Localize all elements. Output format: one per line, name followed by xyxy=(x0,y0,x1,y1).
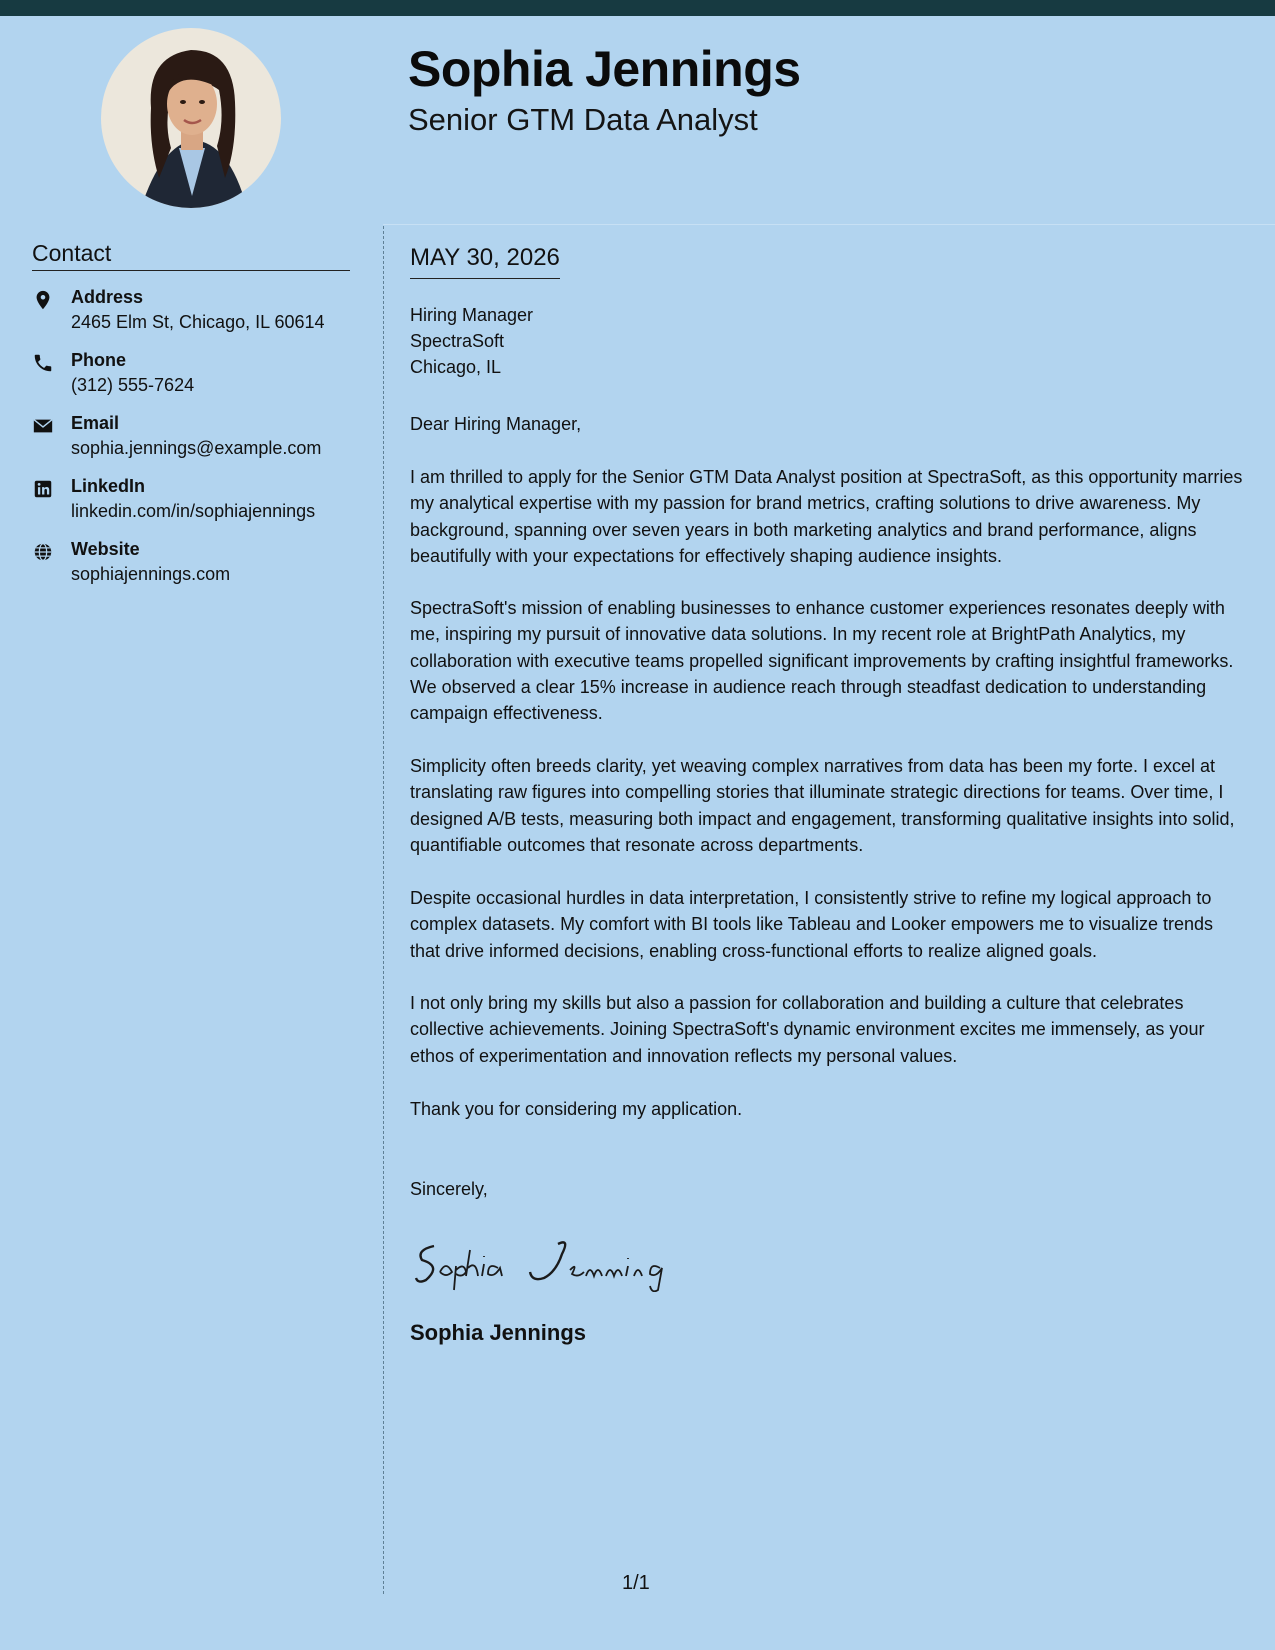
contact-label: Email xyxy=(71,413,120,433)
recipient-line: SpectraSoft xyxy=(410,331,505,351)
contact-value: linkedin.com/in/sophiajennings xyxy=(71,501,316,521)
contact-value: 2465 Elm St, Chicago, IL 60614 xyxy=(71,312,325,332)
profile-photo xyxy=(101,28,281,208)
contact-heading: Contact xyxy=(32,240,350,271)
contact-label: Address xyxy=(71,287,144,307)
contact-value: (312) 555-7624 xyxy=(71,375,195,395)
envelope-icon xyxy=(32,415,54,437)
applicant-name: Sophia Jennings xyxy=(408,41,801,97)
recipient-line: Hiring Manager xyxy=(410,305,534,325)
contact-label: LinkedIn xyxy=(71,476,146,496)
letter-paragraph: I not only bring my skills but also a passion for collaboration and building a culture that celebrates collective achievements. Joining SpectraSoft's dynamic environment excites me immensely, as your ethos of experimentation and innovation reflects my personal values. xyxy=(410,993,1205,1066)
location-pin-icon xyxy=(32,289,54,311)
letter-paragraph: Despite occasional hurdles in data interpretation, I consistently strive to refine my logical approach to complex datasets. My comfort with BI tools like Tableau and Looker empowers me to visualize trends that drive informed decisions, enabling cross-functional efforts to realize aligned goals. xyxy=(410,888,1214,961)
phone-icon xyxy=(32,352,54,374)
handwritten-signature xyxy=(412,1232,672,1297)
letter-paragraph: I am thrilled to apply for the Senior GTM Data Analyst position at SpectraSoft, as this opportunity marries my analytical expertise with my passion for brand metrics, crafting solutions to drive awareness. My background, spanning over seven years in both marketing analytics and brand performance, aligns beautifully with your expectations for effectively shaping audience insights. xyxy=(410,467,1243,566)
contact-label: Phone xyxy=(71,350,127,370)
page-number: 1/1 xyxy=(622,1572,650,1594)
contact-value: sophiajennings.com xyxy=(71,564,231,584)
contact-value: sophia.jennings@example.com xyxy=(71,438,322,458)
salutation: Dear Hiring Manager, xyxy=(410,414,582,434)
top-accent-bar xyxy=(0,0,1275,16)
job-title: Senior GTM Data Analyst xyxy=(408,102,758,137)
linkedin-icon xyxy=(32,478,54,500)
globe-icon xyxy=(32,541,54,563)
closing: Sincerely, xyxy=(410,1179,488,1199)
recipient-line: Chicago, IL xyxy=(410,357,502,377)
recipient-block xyxy=(410,302,533,380)
letter-paragraph: Simplicity often breeds clarity, yet weaving complex narratives from data has been my forte. I excel at translating raw figures into compelling stories that illuminate strategic directions for teams. Over time, I designed A/B tests, measuring both impact and engagement, transforming qualitative insights into solid, quantifiable outcomes that resonate across departments. xyxy=(410,756,1235,855)
column-divider xyxy=(383,226,384,1594)
letter-paragraph: Thank you for considering my application. xyxy=(410,1099,743,1119)
letter-paragraph: SpectraSoft's mission of enabling businesses to enhance customer experiences resonates deeply with me, inspiring my pursuit of innovative data solutions. In my recent role at BrightPath Analytics, my collaboration with executive teams propelled significant improvements by crafting insightful frameworks. We observed a clear 15% increase in audience reach through steadfast dedication to understanding campaign effectiveness. xyxy=(410,598,1234,724)
signed-name: Sophia Jennings xyxy=(410,1320,587,1345)
header-divider xyxy=(383,224,1275,225)
letter-date: MAY 30, 2026 xyxy=(410,244,560,279)
contact-label: Website xyxy=(71,539,140,559)
